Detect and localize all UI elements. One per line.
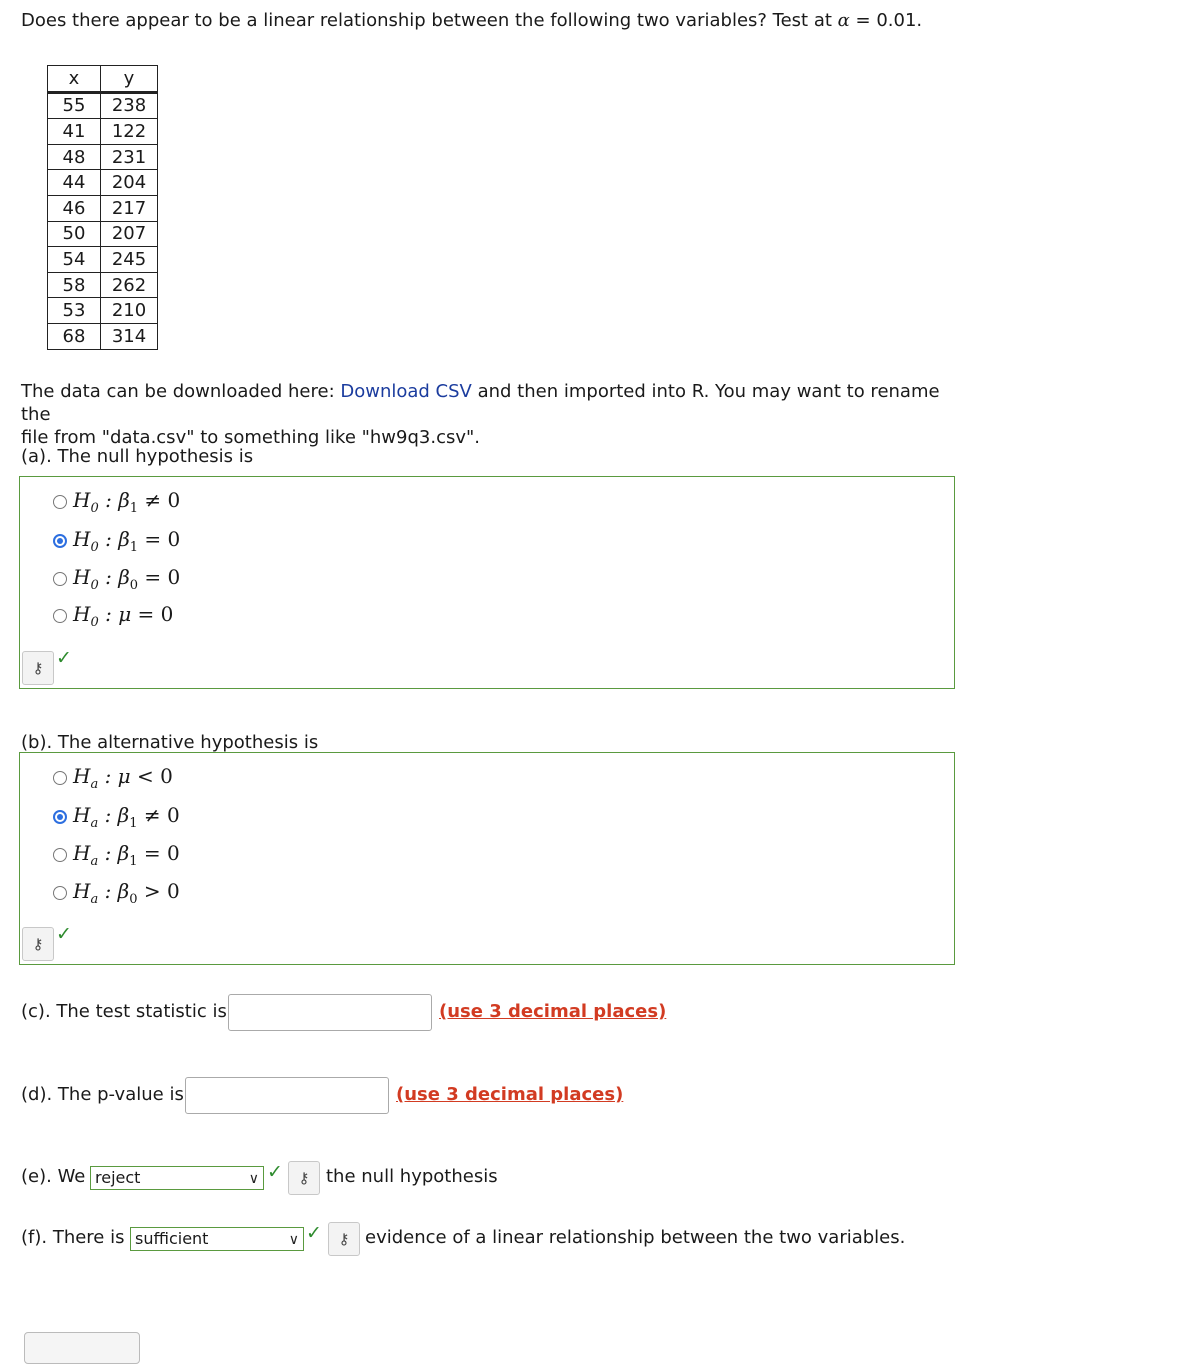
bottom-button[interactable] [24, 1332, 140, 1364]
alpha-value: = 0.01. [849, 10, 923, 31]
alt-hypothesis-option-4[interactable] [53, 879, 180, 907]
param-symbol: : β [98, 565, 130, 589]
download-instructions [21, 380, 961, 449]
operator-value: ≠ 0 [137, 803, 180, 827]
table-header-row [48, 66, 158, 93]
part-d-hint-link[interactable]: (use 3 decimal places) [396, 1084, 624, 1105]
h-symbol: H [73, 602, 91, 626]
check-icon: ✓ [56, 647, 72, 669]
null-hypothesis-option-1[interactable] [53, 488, 180, 516]
key-icon[interactable]: ⚷ [288, 1161, 320, 1195]
radio-button[interactable] [53, 771, 67, 785]
part-a-label: (a). The null hypothesis is [21, 446, 254, 467]
h-subscript: 0 [90, 501, 99, 516]
header-y: y [101, 66, 158, 93]
table-row [48, 272, 158, 298]
download-before: The data can be downloaded here: [21, 381, 341, 402]
alt-hypothesis-option-1[interactable] [53, 764, 173, 792]
check-icon: ✓ [267, 1161, 283, 1183]
cell-x: 48 [48, 144, 101, 170]
table-row [48, 92, 158, 119]
table-row [48, 144, 158, 170]
cell-x: 50 [48, 221, 101, 247]
alt-hypothesis-option-2[interactable] [53, 803, 180, 831]
key-icon[interactable]: ⚷ [22, 927, 54, 961]
radio-button[interactable] [53, 495, 67, 509]
part-e-label: (e). We [21, 1166, 86, 1187]
cell-y: 262 [101, 272, 158, 298]
cell-x: 53 [48, 298, 101, 324]
cell-x: 41 [48, 119, 101, 145]
alt-hypothesis-option-3[interactable] [53, 841, 180, 869]
part-b-label: (b). The alternative hypothesis is [21, 732, 319, 753]
param-symbol: : β [98, 803, 130, 827]
h-symbol: H [73, 841, 91, 865]
cell-x: 46 [48, 195, 101, 221]
cell-y: 231 [101, 144, 158, 170]
h-subscript: 0 [90, 540, 99, 555]
null-hypothesis-option-4[interactable] [53, 602, 173, 630]
operator-value: > 0 [137, 879, 180, 903]
radio-button[interactable] [53, 810, 67, 824]
h-symbol: H [73, 803, 91, 827]
alpha-symbol: α [837, 10, 850, 31]
radio-button[interactable] [53, 609, 67, 623]
param-subscript: 0 [129, 892, 138, 907]
operator-value: = 0 [138, 565, 181, 589]
operator-value: = 0 [131, 602, 174, 626]
option-formula [73, 803, 180, 831]
option-formula [73, 879, 180, 907]
key-icon[interactable]: ⚷ [22, 651, 54, 685]
cell-y: 122 [101, 119, 158, 145]
param-subscript: 1 [129, 816, 138, 831]
h-symbol: H [73, 527, 91, 551]
cell-x: 54 [48, 247, 101, 273]
cell-x: 44 [48, 170, 101, 196]
cell-y: 204 [101, 170, 158, 196]
table-row [48, 221, 158, 247]
key-icon[interactable]: ⚷ [328, 1222, 360, 1256]
part-e-after: the null hypothesis [326, 1166, 498, 1187]
h-subscript: 0 [90, 615, 99, 630]
part-c-hint-link[interactable]: (use 3 decimal places) [439, 1001, 667, 1022]
check-icon: ✓ [306, 1222, 322, 1244]
part-f-select[interactable] [130, 1227, 304, 1251]
download-after: and then imported into R. You may want to rename the [21, 381, 940, 425]
download-line2: file from "data.csv" to something like "hw9q3.csv". [21, 427, 480, 448]
cell-y: 210 [101, 298, 158, 324]
param-symbol: : μ [98, 764, 131, 788]
operator-value: ≠ 0 [138, 488, 181, 512]
null-hypothesis-option-3[interactable] [53, 565, 180, 593]
cell-x: 68 [48, 323, 101, 349]
h-symbol: H [73, 879, 91, 903]
part-e-select[interactable] [90, 1166, 264, 1190]
cell-x: 58 [48, 272, 101, 298]
download-csv-link[interactable]: Download CSV [340, 381, 472, 402]
chevron-down-icon: ∨ [288, 1232, 299, 1248]
table-row [48, 119, 158, 145]
cell-x: 55 [48, 92, 101, 119]
part-c-label: (c). The test statistic is [21, 1001, 227, 1022]
radio-button[interactable] [53, 534, 67, 548]
param-symbol: : β [98, 841, 130, 865]
header-x: x [48, 66, 101, 93]
part-e-selected: reject [95, 1168, 141, 1187]
cell-y: 217 [101, 195, 158, 221]
table-row [48, 323, 158, 349]
option-formula [73, 764, 173, 792]
operator-value: = 0 [137, 841, 180, 865]
part-f-selected: sufficient [135, 1229, 209, 1248]
option-formula [73, 527, 180, 555]
option-formula [73, 841, 180, 869]
param-subscript: 1 [129, 854, 138, 869]
param-symbol: : μ [98, 602, 132, 626]
table-row [48, 247, 158, 273]
part-d-label: (d). The p-value is [21, 1084, 184, 1105]
check-icon: ✓ [56, 923, 72, 945]
table-row [48, 170, 158, 196]
p-value-input[interactable] [185, 1077, 389, 1114]
h-symbol: H [73, 488, 91, 512]
null-hypothesis-option-2[interactable] [53, 527, 180, 555]
test-statistic-input[interactable] [228, 994, 432, 1031]
h-subscript: a [90, 777, 99, 792]
radio-button[interactable] [53, 886, 67, 900]
h-symbol: H [73, 764, 91, 788]
cell-y: 245 [101, 247, 158, 273]
h-symbol: H [73, 565, 91, 589]
h-subscript: a [90, 854, 99, 869]
cell-y: 238 [101, 92, 158, 119]
param-symbol: : β [98, 527, 130, 551]
question-prefix: Does there appear to be a linear relationship between the following two variables? Test at [21, 10, 838, 31]
param-subscript: 1 [129, 540, 139, 555]
data-table [47, 65, 158, 350]
operator-value: = 0 [138, 527, 181, 551]
table-row [48, 195, 158, 221]
chevron-down-icon: ∨ [248, 1171, 259, 1187]
cell-y: 314 [101, 323, 158, 349]
h-subscript: a [90, 816, 99, 831]
radio-button[interactable] [53, 572, 67, 586]
option-formula [73, 565, 180, 593]
h-subscript: 0 [90, 578, 99, 593]
param-symbol: : β [98, 879, 130, 903]
option-formula [73, 602, 173, 630]
question-text [21, 10, 922, 31]
radio-button[interactable] [53, 848, 67, 862]
param-subscript: 1 [129, 501, 139, 516]
part-f-after: evidence of a linear relationship between the two variables. [365, 1227, 906, 1248]
operator-value: < 0 [130, 764, 173, 788]
table-row [48, 298, 158, 324]
h-subscript: a [90, 892, 99, 907]
option-formula [73, 488, 180, 516]
param-subscript: 0 [129, 578, 139, 593]
cell-y: 207 [101, 221, 158, 247]
part-f-label: (f). There is [21, 1227, 125, 1248]
param-symbol: : β [98, 488, 130, 512]
